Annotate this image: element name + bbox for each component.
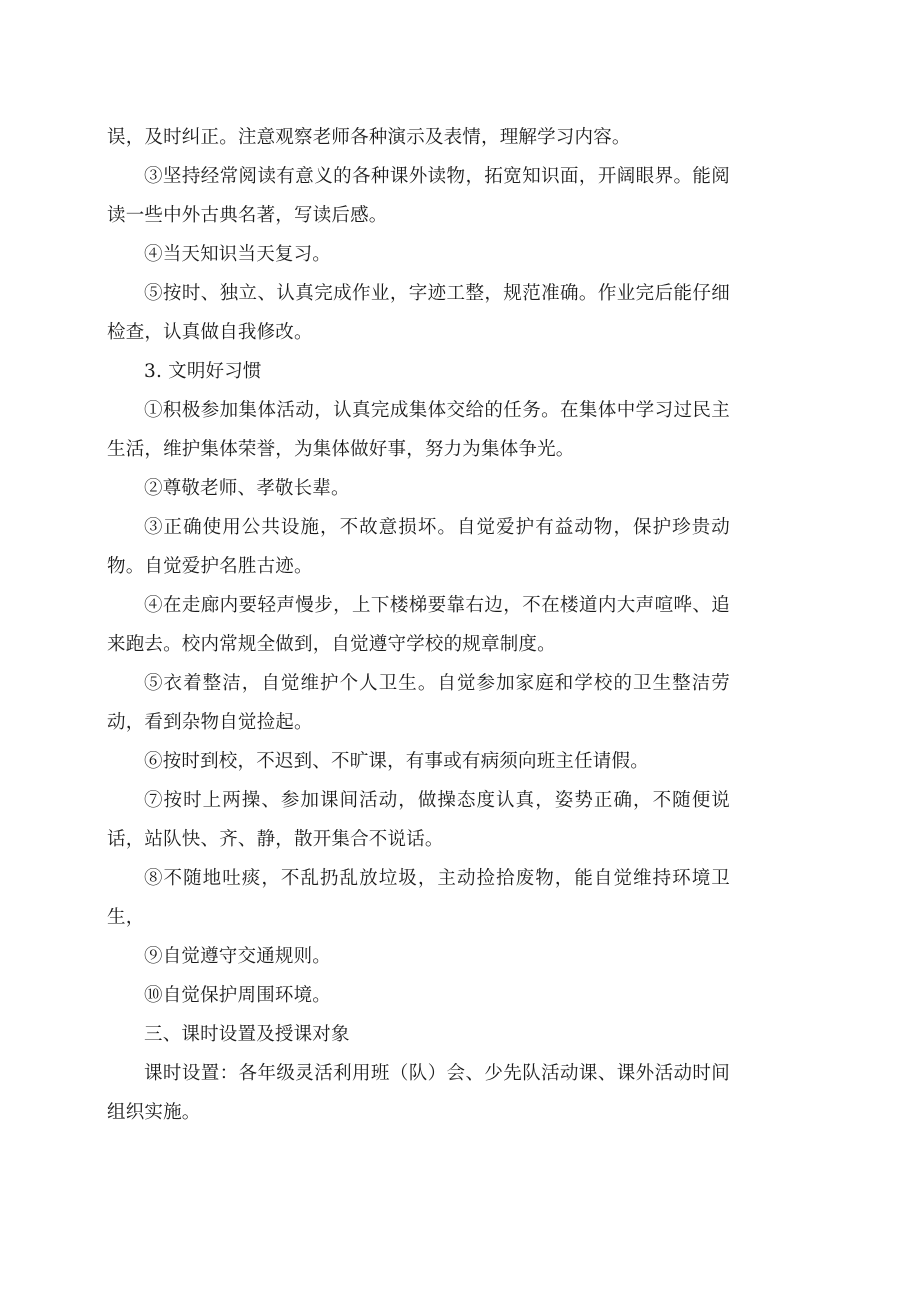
paragraph-civility-item-4: ④在走廊内要轻声慢步，上下楼梯要靠右边，不在楼道内大声喧哗、追来跑去。校内常规全做到，自觉遵守学校的规章制度。 <box>107 595 730 655</box>
paragraph-civility-item-9: ⑨自觉遵守交通规则。 <box>144 946 332 967</box>
paragraph-civility-item-2: ②尊敬老师、孝敬长辈。 <box>144 478 350 499</box>
paragraph-continuation: 误，及时纠正。注意观察老师各种演示及表情，理解学习内容。 <box>107 127 631 148</box>
section-heading-schedule: 三、课时设置及授课对象 <box>144 1024 350 1045</box>
section-heading-civility: 3. 文明好习惯 <box>144 361 262 382</box>
paragraph-item-5-homework: ⑤按时、独立、认真完成作业，字迹工整，规范准确。作业完后能仔细检查，认真做自我修改。 <box>107 283 730 343</box>
paragraph-item-4-review: ④当天知识当天复习。 <box>144 244 332 265</box>
paragraph-schedule: 课时设置：各年级灵活利用班（队）会、少先队活动课、课外活动时间组织实施。 <box>107 1063 730 1123</box>
paragraph-civility-item-1: ①积极参加集体活动，认真完成集体交给的任务。在集体中学习过民主生活，维护集体荣誉，为集体做好事，努力为集体争光。 <box>107 400 730 460</box>
paragraph-civility-item-8: ⑧不随地吐痰，不乱扔乱放垃圾，主动捡拾废物，能自觉维持环境卫生， <box>107 868 730 928</box>
paragraph-civility-item-6: ⑥按时到校，不迟到、不旷课，有事或有病须向班主任请假。 <box>144 751 649 772</box>
paragraph-civility-item-3: ③正确使用公共设施，不故意损坏。自觉爱护有益动物，保护珍贵动物。自觉爱护名胜古迹。 <box>107 517 730 577</box>
body-text <box>107 118 730 1132</box>
paragraph-civility-item-10: ⑩自觉保护周围环境。 <box>144 985 332 1006</box>
paragraph-civility-item-5: ⑤衣着整洁，自觉维护个人卫生。自觉参加家庭和学校的卫生整洁劳动，看到杂物自觉捡起。 <box>107 673 730 733</box>
paragraph-civility-item-7: ⑦按时上两操、参加课间活动，做操态度认真，姿势正确，不随便说话，站队快、齐、静，散开集合不说话。 <box>107 790 730 850</box>
paragraph-item-3-reading: ③坚持经常阅读有意义的各种课外读物，拓宽知识面，开阔眼界。能阅读一些中外古典名著，写读后感。 <box>107 166 730 226</box>
